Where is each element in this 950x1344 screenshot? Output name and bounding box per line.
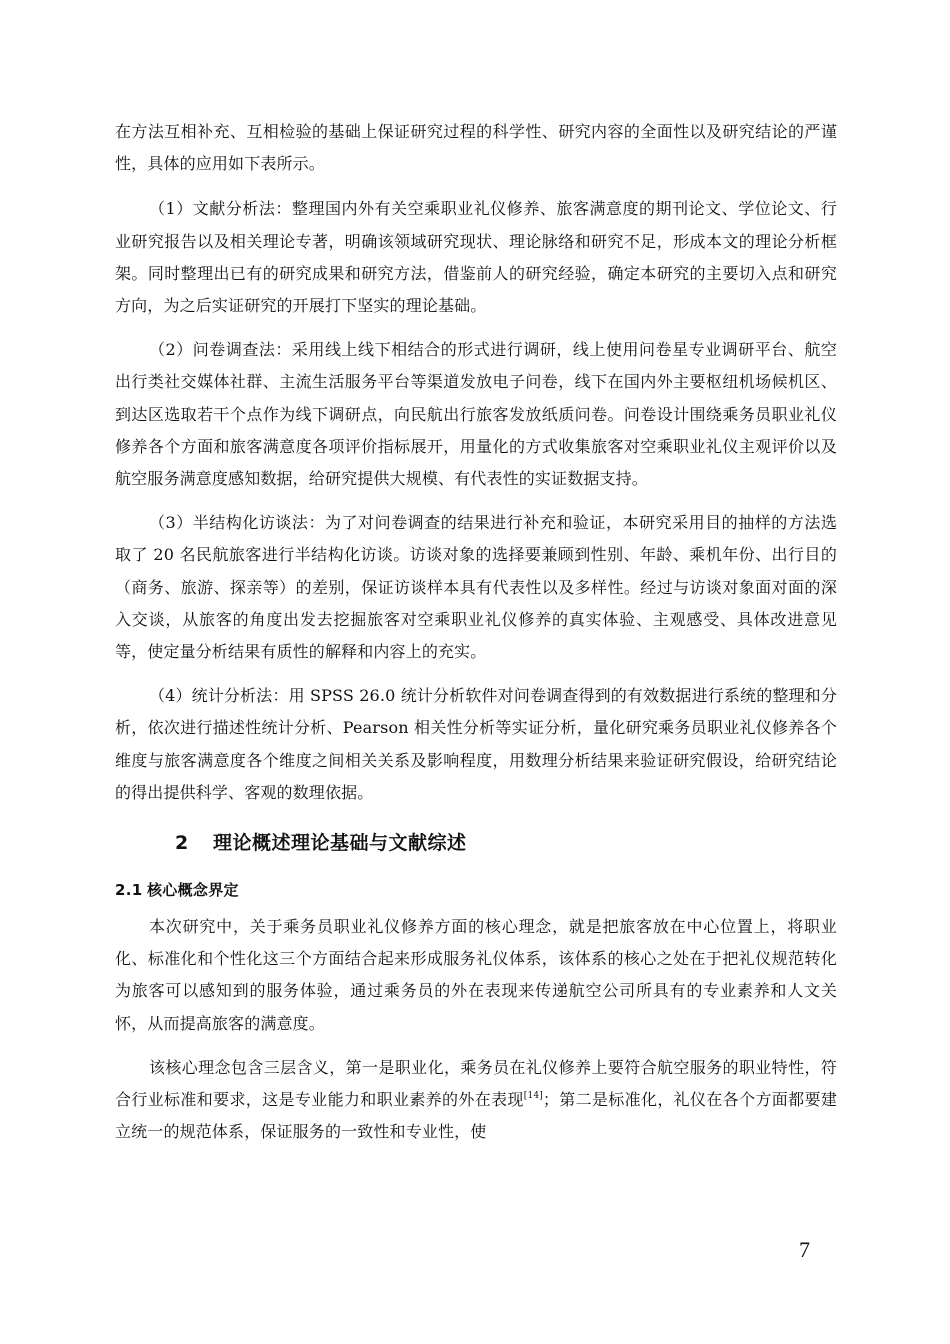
method-statistics-paragraph: （4）统计分析法：用 SPSS 26.0 统计分析软件对问卷调查得到的有效数据进行系统的整理和分析，依次进行描述性统计分析、Pearson 相关性分析等实证分析，量化研究乘务员职业礼仪修养各个维度与旅客满意度各个维度之间相关关系及影响程度，用数理分析结果来验证研究假设，给研究结论的得出提供科学、客观的数理依据。	[115, 686, 837, 802]
section-title: 核心概念界定	[147, 881, 239, 900]
intro-paragraph: 在方法互相补充、互相检验的基础上保证研究过程的科学性、研究内容的全面性以及研究结论的严谨性，具体的应用如下表所示。	[115, 122, 837, 174]
method-questionnaire-paragraph: （2）问卷调查法：采用线上线下相结合的形式进行调研，线上使用问卷星专业调研平台、航空出行类社交媒体社群、主流生活服务平台等渠道发放电子问卷，线下在国内外主要枢纽机场候机区、到达区选取若干个点作为线下调研点，向民航出行旅客发放纸质问卷。问卷设计围绕乘务员职业礼仪修养各个方面和旅客满意度各项评价指标展开，用量化的方式收集旅客对空乘职业礼仪主观评价以及航空服务满意度感知数据，给研究提供大规模、有代表性的实证数据支持。	[115, 340, 837, 489]
three-meanings-text-2: ；第二是标准化，礼仪在各个方面都要建立统一的规范体系，保证服务的一致性和专业性，使	[115, 1090, 837, 1142]
three-meanings-paragraph	[115, 1052, 837, 1149]
chapter-number: 2	[175, 832, 189, 855]
chapter-heading	[115, 825, 837, 861]
core-concept-paragraph: 本次研究中，关于乘务员职业礼仪修养方面的核心理念，就是把旅客放在中心位置上，将职业化、标准化和个性化这三个方面结合起来形成服务礼仪体系，该体系的核心之处在于把礼仪规范转化为旅客可以感知到的服务体验，通过乘务员的外在表现来传递航空公司所具有的专业素养和人文关怀，从而提高旅客的满意度。	[115, 917, 837, 1033]
citation-reference[interactable]: [14]	[523, 1091, 543, 1102]
page-content	[115, 116, 837, 1160]
section-number: 2.1	[115, 881, 143, 900]
method-interview-paragraph: （3）半结构化访谈法：为了对问卷调查的结果进行补充和验证，本研究采用目的抽样的方法选取了 20 名民航旅客进行半结构化访谈。访谈对象的选择要兼顾到性别、年龄、乘机年份、出行目的（商务、旅游、探亲等）的差别，保证访谈样本具有代表性以及多样性。经过与访谈对象面对面的深入交谈，从旅客的角度出发去挖掘旅客对空乘职业礼仪修养的真实体验、主观感受、具体改进意见等，使定量分析结果有质性的解释和内容上的充实。	[115, 513, 837, 662]
three-meanings-text-1: 该核心理念包含三层含义，第一是职业化，乘务员在礼仪修养上要符合航空服务的职业特性，符合行业标准和要求，这是专业能力和职业素养的外在表现	[115, 1057, 837, 1110]
page-number: 7	[799, 1237, 810, 1262]
section-heading	[115, 875, 837, 905]
method-literature-paragraph: （1）文献分析法：整理国内外有关空乘职业礼仪修养、旅客满意度的期刊论文、学位论文、行业研究报告以及相关理论专著，明确该领域研究现状、理论脉络和研究不足，形成本文的理论分析框架。同时整理出已有的研究成果和研究方法，借鉴前人的研究经验，确定本研究的主要切入点和研究方向，为之后实证研究的开展打下坚实的理论基础。	[115, 199, 837, 316]
chapter-title: 理论概述理论基础与文献综述	[213, 832, 467, 855]
